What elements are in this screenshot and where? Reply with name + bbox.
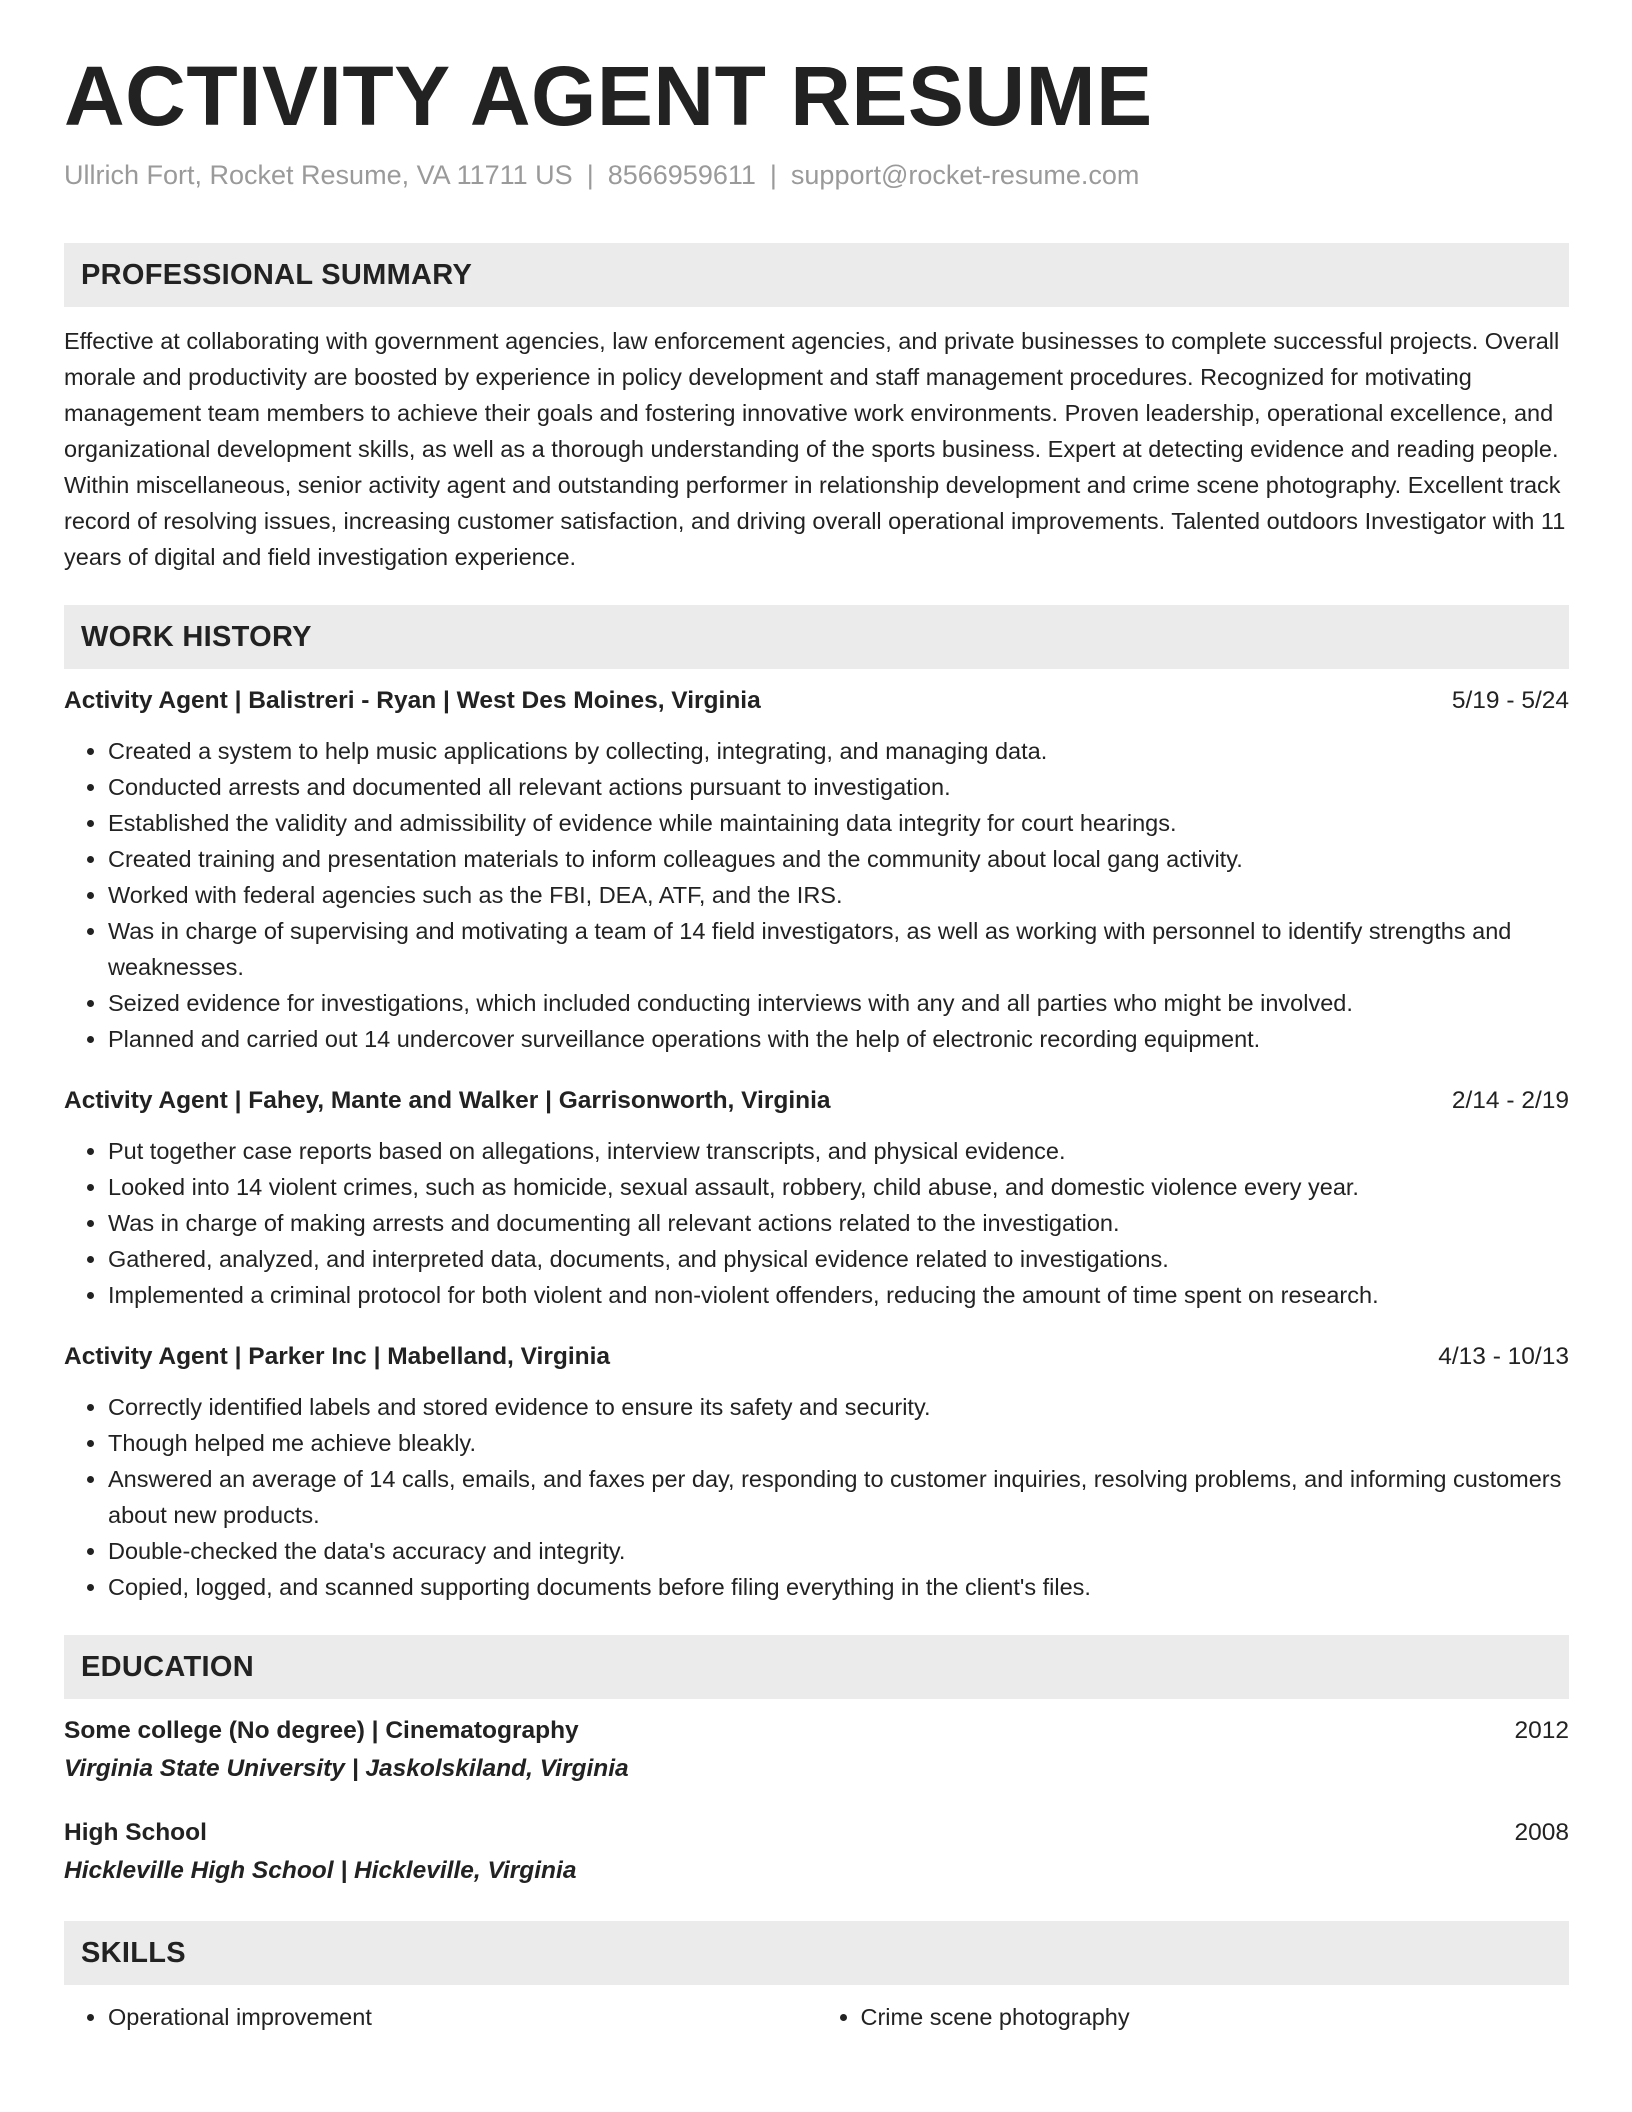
job-bullet: • Gathered, analyzed, and interpreted data, documents, and physical evidence related to investigations. <box>108 1241 1569 1277</box>
job-bullet: • Established the validity and admissibility of evidence while maintaining data integrity for court hearings. <box>108 805 1569 841</box>
skill-item: • Operational improvement <box>108 1999 817 2035</box>
job-title: Activity Agent | Fahey, Mante and Walker | Garrisonworth, Virginia <box>64 1087 831 1115</box>
job-entry <box>64 1083 1569 1313</box>
job-dates: 5/19 - 5/24 <box>1451 687 1569 715</box>
education-header <box>64 1713 1569 1749</box>
job-bullet: • Was in charge of supervising and motivating a team of 14 field investigators, as well as working with personnel to identify strengths and weaknesses. <box>108 913 1569 985</box>
job-bullet: • Conducted arrests and documented all relevant actions pursuant to investigation. <box>108 769 1569 805</box>
education-school: Hickleville High School | Hickleville, Virginia <box>64 1857 577 1885</box>
job-bullets <box>64 1133 1569 1313</box>
education-degree: Some college (No degree) | Cinematography <box>64 1717 579 1745</box>
job-entry <box>64 683 1569 1057</box>
job-bullet: • Created a system to help music applications by collecting, integrating, and managing data. <box>108 733 1569 769</box>
job-bullet: • Correctly identified labels and stored evidence to ensure its safety and security. <box>108 1389 1569 1425</box>
education-school: Virginia State University | Jaskolskiland, Virginia <box>64 1755 629 1783</box>
contact-email: support@rocket-resume.com <box>790 160 1140 191</box>
job-title: Activity Agent | Balistreri - Ryan | West Des Moines, Virginia <box>64 687 761 715</box>
job-title: Activity Agent | Parker Inc | Mabelland, Virginia <box>64 1343 611 1371</box>
skills-column-right <box>817 1999 1570 2035</box>
education-year: 2008 <box>1514 1819 1569 1847</box>
summary-text: Effective at collaborating with government agencies, law enforcement agencies, and private businesses to complete successful projects. Overall morale and productivity are boosted by experience in policy development and staff management procedures. Recognized for motivating management team members to achieve their goals and fostering innovative work environments. Proven leadership, operational excellence, and organizational development skills, as well as a thorough understanding of the sports business. Expert at detecting evidence and reading people. Within miscellaneous, senior activity agent and outstanding performer in relationship development and crime scene photography. Excellent track record of resolving issues, increasing customer satisfaction, and driving overall operational improvements. Talented outdoors Investigator with 11 years of digital and field investigation experience. <box>64 328 1566 571</box>
job-dates: 2/14 - 2/19 <box>1451 1087 1569 1115</box>
job-header <box>64 1339 1569 1375</box>
education-degree: High School <box>64 1819 207 1847</box>
skills-column-left <box>64 1999 817 2035</box>
section-heading-summary: PROFESSIONAL SUMMARY <box>64 243 1569 307</box>
job-bullet: • Was in charge of making arrests and documenting all relevant actions related to the investigation. <box>108 1205 1569 1241</box>
job-bullet: • Seized evidence for investigations, which included conducting interviews with any and all parties who might be involved. <box>108 985 1569 1021</box>
job-header <box>64 1083 1569 1119</box>
contact-address: Ullrich Fort, Rocket Resume, VA 11711 US <box>64 160 573 191</box>
education-year: 2012 <box>1514 1717 1569 1745</box>
section-heading-education: EDUCATION <box>64 1635 1569 1699</box>
education-entry <box>64 1815 1569 1891</box>
job-dates: 4/13 - 10/13 <box>1438 1343 1569 1371</box>
job-entry <box>64 1339 1569 1605</box>
job-bullet: • Though helped me achieve bleakly. <box>108 1425 1569 1461</box>
job-bullet: • Created training and presentation materials to inform colleagues and the community about local gang activity. <box>108 841 1569 877</box>
section-heading-work-history: WORK HISTORY <box>64 605 1569 669</box>
skill-item: • Crime scene photography <box>861 1999 1570 2035</box>
job-header <box>64 683 1569 719</box>
education-entry <box>64 1713 1569 1789</box>
section-heading-skills: SKILLS <box>64 1921 1569 1985</box>
contact-line <box>64 158 1569 193</box>
skills-list <box>64 1999 1569 2035</box>
job-bullet: • Put together case reports based on allegations, interview transcripts, and physical evidence. <box>108 1133 1569 1169</box>
job-bullet: • Implemented a criminal protocol for both violent and non-violent offenders, reducing the amount of time spent on research. <box>108 1277 1569 1313</box>
contact-separator: | <box>769 160 777 191</box>
job-bullet: • Answered an average of 14 calls, emails, and faxes per day, responding to customer inquiries, resolving problems, and informing customers about new products. <box>108 1461 1569 1533</box>
job-bullets <box>64 1389 1569 1605</box>
job-bullet: • Double-checked the data's accuracy and integrity. <box>108 1533 1569 1569</box>
job-bullet: • Copied, logged, and scanned supporting documents before filing everything in the client's files. <box>108 1569 1569 1605</box>
job-bullets <box>64 733 1569 1057</box>
contact-phone: 8566959611 <box>607 160 756 191</box>
resume-title: ACTIVITY AGENT RESUME <box>64 49 1153 143</box>
contact-separator: | <box>586 160 594 191</box>
job-bullet: • Worked with federal agencies such as the FBI, DEA, ATF, and the IRS. <box>108 877 1569 913</box>
education-header <box>64 1815 1569 1851</box>
job-bullet: • Planned and carried out 14 undercover surveillance operations with the help of electronic recording equipment. <box>108 1021 1569 1057</box>
job-bullet: • Looked into 14 violent crimes, such as homicide, sexual assault, robbery, child abuse, and domestic violence every year. <box>108 1169 1569 1205</box>
